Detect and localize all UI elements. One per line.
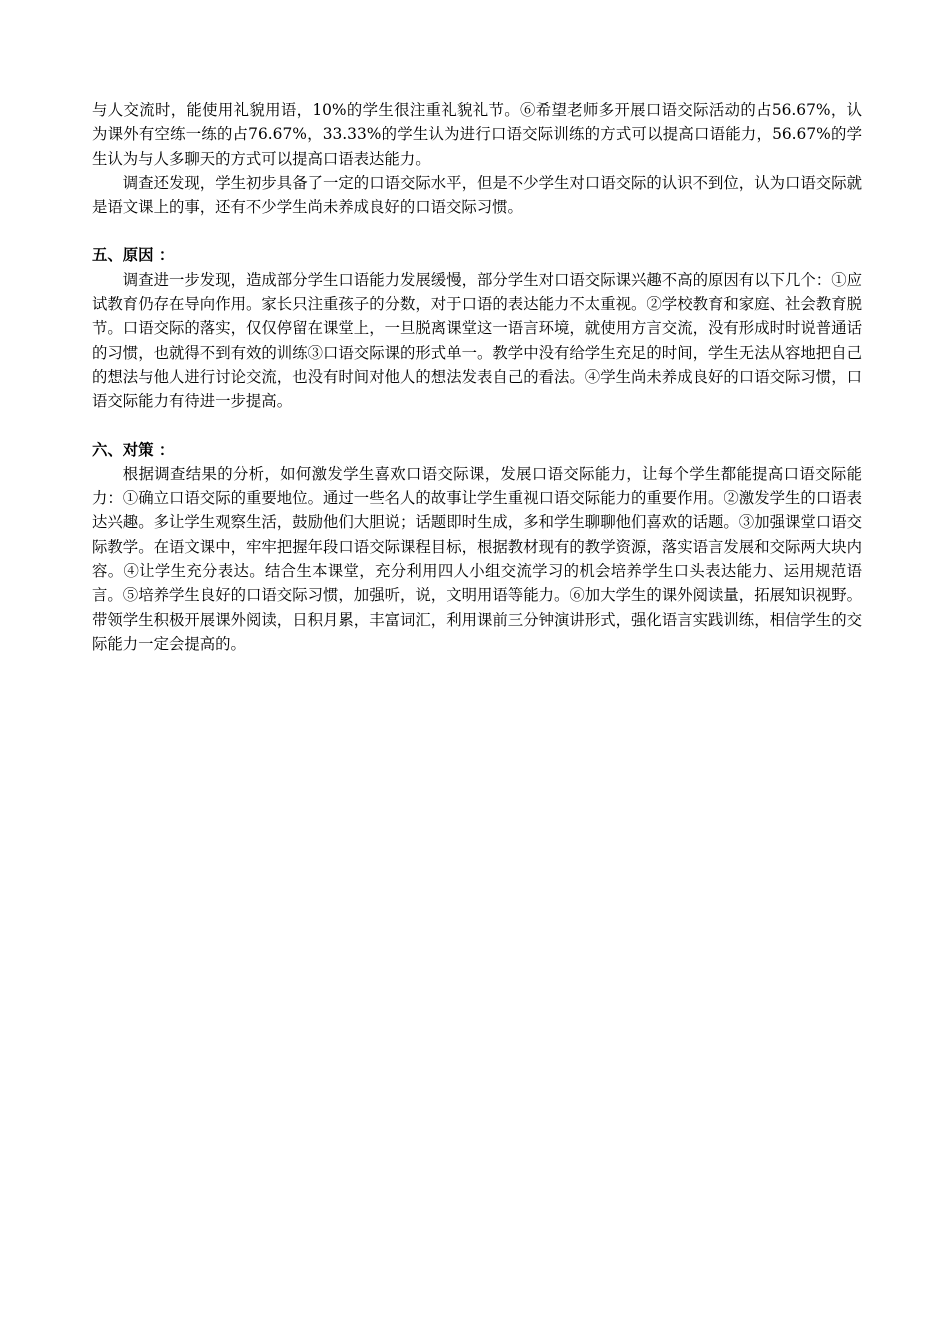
document-body [92, 98, 862, 656]
survey-findings-paragraph: 调查还发现，学生初步具备了一定的口语交际水平，但是不少学生对口语交际的认识不到位，认为口语交际就是语文课上的事，还有不少学生尚未养成良好的口语交际习惯。 [92, 173, 862, 217]
causes-paragraph: 调查进一步发现，造成部分学生口语能力发展缓慢，部分学生对口语交际课兴趣不高的原因有以下几个：①应试教育仍存在导向作用。家长只注重孩子的分数，对于口语的表达能力不太重视。②学校教育和家庭、社会教育脱节。口语交际的落实，仅仅停留在课堂上，一旦脱离课堂这一语言环境，就使用方言交流，没有形成时时说普通话的习惯，也就得不到有效的训练③口语交际课的形式单一。教学中没有给学生充足的时间，学生无法从容地把自己的想法与他人进行讨论交流，也没有时间对他人的想法发表自己的看法。④学生尚未养成良好的口语交际习惯，口语交际能力有待进一步提高。 [92, 270, 862, 411]
section-heading-causes: 五、原因 ： [92, 246, 175, 265]
section-spacer [92, 414, 862, 438]
section-heading-countermeasures: 六、对策 ： [92, 440, 175, 459]
countermeasures-paragraph: 根据调查结果的分析，如何激发学生喜欢口语交际课，发展口语交际能力，让每个学生都能提高口语交际能力：①确立口语交际的重要地位。通过一些名人的故事让学生重视口语交际能力的重要作用。②激发学生的口语表达兴趣。多让学生观察生活，鼓励他们大胆说；话题即时生成，多和学生聊聊他们喜欢的话题。③加强课堂口语交际教学。在语文课中，牢牢把握年段口语交际课程目标，根据教材现有的教学资源，落实语言发展和交际两大块内容。④让学生充分表达。结合生本课堂，充分利用四人小组交流学习的机会培养学生口头表达能力、运用规范语言。⑤培养学生良好的口语交际习惯，加强听，说，文明用语等能力。⑥加大学生的课外阅读量，拓展知识视野。带领学生积极开展课外阅读，日积月累，丰富词汇，利用课前三分钟演讲形式，强化语言实践训练，相信学生的交际能力一定会提高的。 [92, 464, 862, 653]
section-spacer [92, 219, 862, 243]
survey-results-paragraph: 与人交流时，能使用礼貌用语，10%的学生很注重礼貌礼节。⑥希望老师多开展口语交际活动的占56.67%，认为课外有空练一练的占76.67%，33.33%的学生认为进行口语交际训练的方式可以提高口语能力，56.67%的学生认为与人多聊天的方式可以提高口语表达能力。 [92, 101, 862, 168]
